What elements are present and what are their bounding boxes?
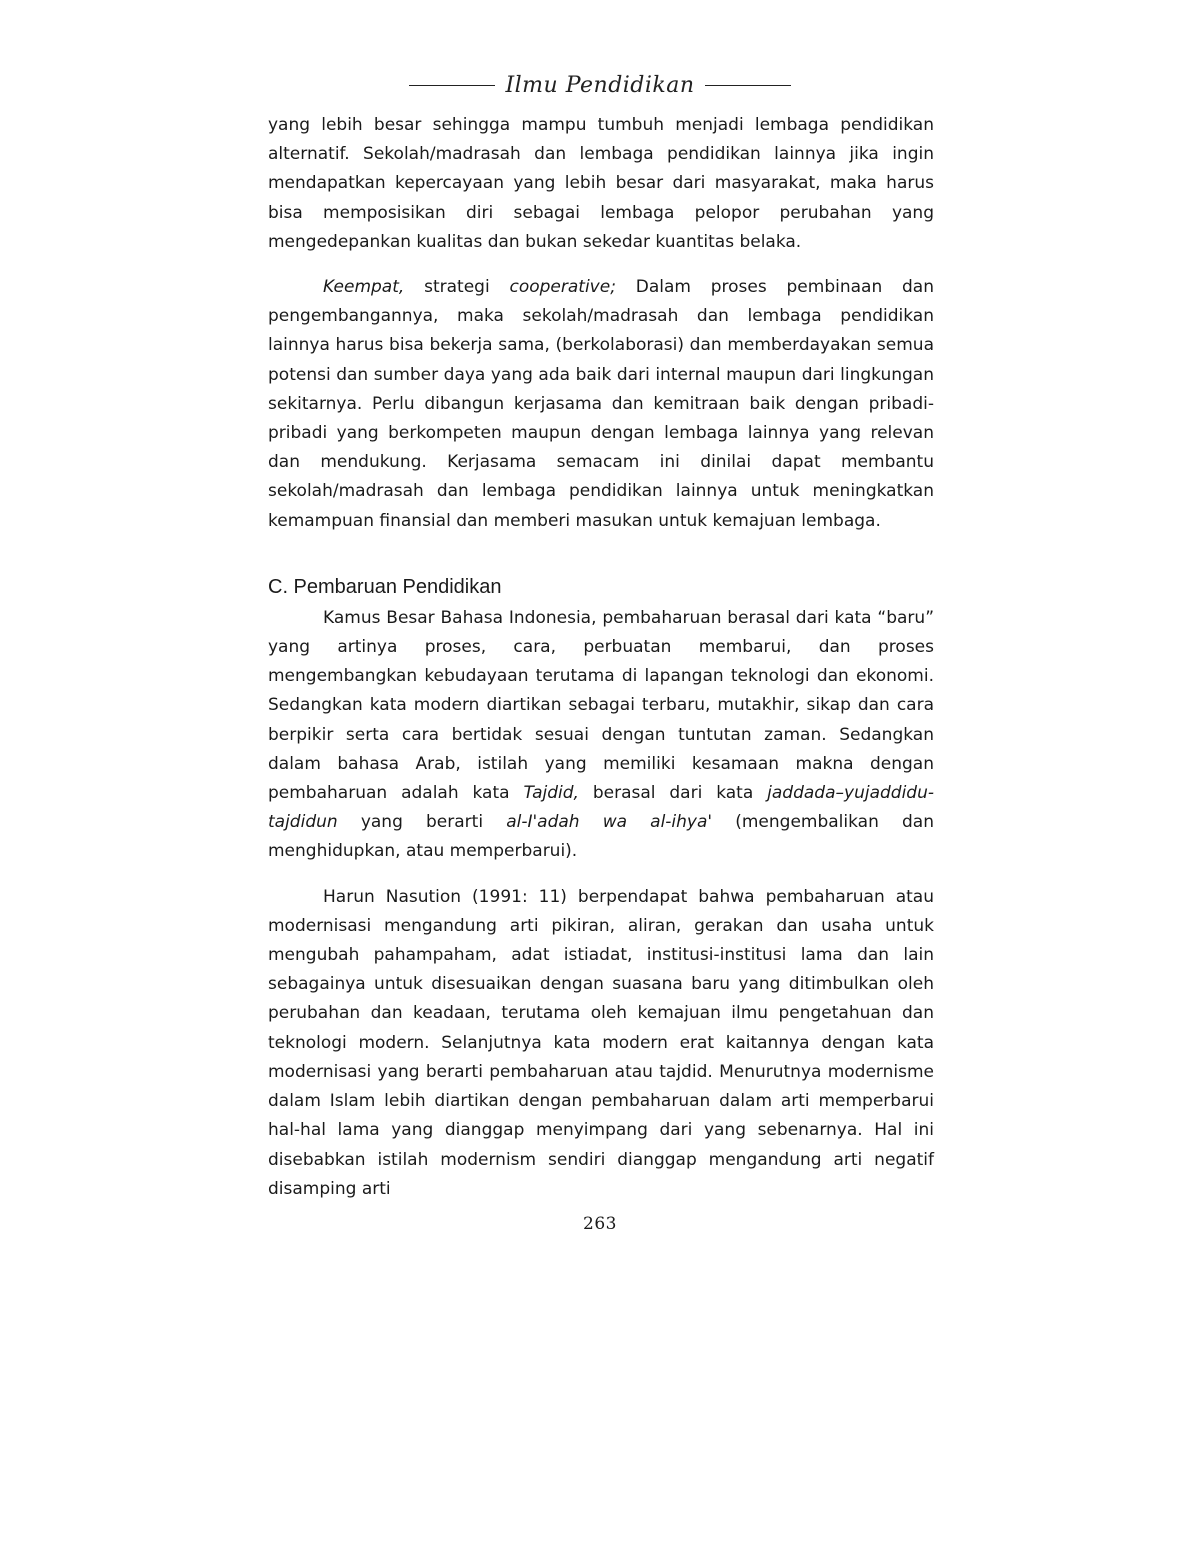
paragraph-kamus	[268, 604, 934, 867]
header-rule-left	[409, 85, 495, 86]
paragraph-kamus-text-1: Kamus Besar Bahasa Indonesia, pembaharuan berasal dari kata “baru” yang artinya proses, cara, perbuatan membarui, dan proses mengembangkan kebudayaan terutama di lapangan teknologi dan ekonomi. Sedangkan kata modern diartikan sebagai terbaru, mutakhir, sikap dan cara berpikir serta cara bertidak sesuai dengan tuntutan zaman. Sedangkan dalam bahasa Arab, istilah yang memiliki kesamaan makna dengan pembaharuan adalah kata	[268, 607, 934, 804]
paragraph-kamus-italic-ihya: al-I'adah wa al-ihya'	[506, 812, 713, 833]
running-header	[0, 68, 1200, 102]
paragraph-kamus-italic-tajdid: Tajdid,	[523, 783, 579, 804]
paragraph-kamus-text-2: berasal dari kata	[578, 783, 768, 804]
page-number: 263	[583, 1214, 617, 1234]
section-heading: C. Pembaruan Pendidikan	[268, 575, 502, 598]
paragraph-keempat-text-1: strategi	[404, 277, 510, 298]
paragraph-keempat	[268, 273, 934, 536]
paragraph-kamus-text-4: (mengembalikan dan menghidupkan, atau memperbarui).	[268, 812, 934, 862]
paragraph-keempat-italic-term: cooperative;	[509, 277, 616, 298]
paragraph-kamus-text-3: yang berarti	[337, 812, 507, 833]
paragraph-keempat-text-2: Dalam proses pembinaan dan pengembangannya, maka sekolah/madrasah dan lembaga pendidikan lainnya harus bisa bekerja sama, (berkolaborasi) dan memberdayakan semua potensi dan sumber daya yang ada baik dari internal maupun dari lingkungan sekitarnya. Perlu dibangun kerjasama dan kemitraan baik dengan pribadi-pribadi yang berkompeten maupun dengan lembaga lainnya yang relevan dan mendukung. Kerjasama semacam ini dinilai dapat membantu sekolah/madrasah dan lembaga pendidikan lainnya untuk meningkatkan kemampuan finansial dan memberi masukan untuk kemajuan lembaga.	[268, 277, 934, 531]
paragraph-harun-nasution: Harun Nasution (1991: 11) berpendapat bahwa pembaharuan atau modernisasi mengandung arti pikiran, aliran, gerakan dan usaha untuk mengubah pahampaham, adat istiadat, institusi-institusi lama dan lain sebagainya untuk disesuaikan dengan suasana baru yang ditimbulkan oleh perubahan dan keadaan, terutama oleh kemajuan ilmu pengetahuan dan teknologi modern. Selanjutnya kata modern erat kaitannya dengan kata modernisasi yang berarti pembaharuan atau tajdid. Menurutnya modernisme dalam Islam lebih diartikan dengan pembaharuan dalam arti memperbarui hal-hal lama yang dianggap menyimpang dari yang sebenarnya. Hal ini disebabkan istilah modernism sendiri dianggap mengandung arti negatif disamping arti	[268, 886, 934, 1199]
paragraph-keempat-italic-lead: Keempat,	[323, 277, 405, 298]
running-header-title: Ilmu Pendidikan	[505, 72, 695, 98]
paragraph-continued: yang lebih besar sehingga mampu tumbuh menjadi lembaga pendidikan alternatif. Sekolah/madrasah dan lembaga pendidikan lainnya jika ingin mendapatkan kepercayaan yang lebih besar dari masyarakat, maka harus bisa memposisikan diri sebagai lembaga pelopor perubahan yang mengedepankan kualitas dan bukan sekedar kuantitas belaka.	[268, 115, 934, 252]
header-rule-right	[705, 85, 791, 86]
page-body	[268, 111, 934, 1220]
paragraph-kamus-italic-jaddada: jaddada–yujaddidu-tajdidun	[268, 783, 934, 833]
